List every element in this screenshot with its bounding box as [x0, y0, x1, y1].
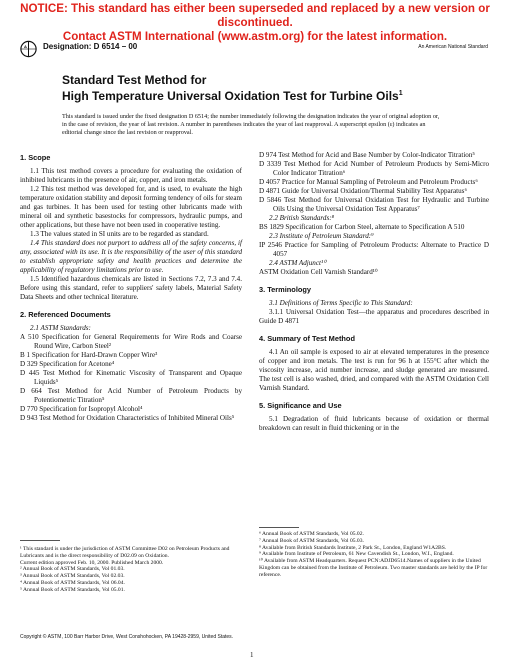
- reference-item: D 974 Test Method for Acid and Base Number by Color-Indicator Titration⁵: [259, 151, 475, 159]
- designation: Designation: D 6514 – 00: [43, 42, 138, 51]
- reference-item: A 510 Specification for General Requirements for Wire Rods and Coarse Round Wire, Carbon Steel²: [20, 333, 242, 350]
- british-reference: BS 1829 Specification for Carbon Steel, alternate to Specification A 510: [259, 223, 465, 231]
- footnote-rule-left: [20, 540, 60, 541]
- footnote: ³ Annual Book of ASTM Standards, Vol 02.03.: [20, 573, 125, 580]
- reference-item: D 664 Test Method for Acid Number of Petroleum Products by Potentiometric Titration⁵: [20, 387, 242, 404]
- reference-item: B 1 Specification for Hard-Drawn Copper Wire³: [20, 351, 158, 359]
- significance-5-1: 5.1 Degradation of fluid lubricants because of oxidation or thermal breakdown can result in fluid thickening or in the: [259, 415, 489, 432]
- standard-note: This standard is issued under the fixed designation D 6514; the number immediately following the designation indicates the year of original adoption or, in the case of revision, the year of last revision. A number in parentheses indicates the year of last reapproval. A superscript epsilon (ε) indicates an editorial change since the last revision or reapproval.: [62, 113, 440, 136]
- adjunct-reference: ASTM Oxidation Cell Varnish Standard¹⁰: [259, 268, 378, 276]
- left-reference-list: [20, 333, 242, 423]
- ip-standard-heading: 2.3 Institute of Petroleum Standard:⁹: [269, 232, 374, 240]
- paragraph-1-5: 1.5 Identified hazardous chemicals are listed in Sections 7.2, 7.3 and 7.4. Before using this standard, refer to suppliers' safety labels, Material Safety Data Sheets and other technical literature.: [20, 275, 242, 301]
- svg-text:A: A: [24, 44, 27, 49]
- summary-4-1: 4.1 An oil sample is exposed to air at elevated temperatures in the presence of copper and iron metals. The test is run for 96 h at 155°C after which the viscosity increase, acid number increase, and sludge generated are measured. The test cell is also washed, dried, and compared with the ASTM Oxidation Cell Varnish Standard.: [259, 348, 489, 392]
- footnote: ² Annual Book of ASTM Standards, Vol 01.03.: [20, 566, 125, 573]
- copyright: Copyright © ASTM, 100 Barr Harbor Drive, West Conshohocken, PA 19428-2959, United States.: [20, 634, 234, 640]
- footnote: ¹ This standard is under the jurisdiction of ASTM Committee D02 on Petroleum Products and Lubricants and is the direct responsibility of D02.09 on Oxidation.: [20, 546, 230, 559]
- title-footnote-mark: 1: [398, 90, 403, 97]
- title-line-2: High Temperature Universal Oxidation Test for Turbine Oils$^1$: [62, 89, 403, 103]
- ip-reference: IP 2546 Practice for Sampling of Petroleum Products: Alternate to Practice D 4057: [259, 241, 489, 258]
- reference-item: D 5846 Test Method for Universal Oxidation Test for Hydraulic and Turbine Oils Using the Universal Oxidation Test Apparatus⁷: [259, 196, 489, 213]
- footnotes-right: [259, 531, 489, 579]
- referenced-documents-heading: 2. Referenced Documents: [20, 310, 111, 319]
- footnote-rule-right: [259, 527, 299, 528]
- paragraph-1-3: 1.3 The values stated in SI units are to be regarded as standard.: [30, 230, 209, 238]
- scope-heading: 1. Scope: [20, 153, 51, 162]
- document-title: [62, 74, 403, 103]
- reference-item: D 770 Specification for Isopropyl Alcohol⁴: [20, 405, 143, 413]
- astm-logo-icon: [20, 39, 37, 59]
- title-line-1: Standard Test Method for: [62, 73, 207, 87]
- notice-line-2: Contact ASTM International (www.astm.org) for the latest information.: [62, 30, 448, 43]
- paragraph-1-2: 1.2 This test method was developed for, and is used, to evaluate the high temperature oxidation stability and deposit forming tendency of oils for steam and gas turbines. It has been used for testing other lubricants made with mineral oil and synthetic basestocks for compressors, hydraulic pumps, and other applications, but these have not been used in cooperative testing.: [20, 185, 242, 229]
- footnote: ⁹ Available from Institute of Petroleum, 61 New Cavendish St., London, W.I., England.: [259, 551, 454, 558]
- footnote: Current edition approved Feb. 10, 2000. Published March 2000.: [20, 559, 164, 566]
- terminology-3-1-1: 3.1.1 Universal Oxidation Test—the apparatus and procedures described in Guide D 4871: [259, 308, 489, 325]
- footnote: ⁴ Annual Book of ASTM Standards, Vol 06.04.: [20, 579, 125, 586]
- reference-item: D 3339 Test Method for Acid Number of Petroleum Products by Semi-Micro Color Indicator Titration⁶: [259, 160, 489, 177]
- page-number: 1: [250, 651, 254, 659]
- footnote: ⁶ Annual Book of ASTM Standards, Vol 05.02.: [259, 531, 364, 537]
- reference-item: D 329 Specification for Acetone⁴: [20, 360, 115, 368]
- terminology-3-1: 3.1 Definitions of Terms Specific to This Standard:: [269, 299, 413, 307]
- supersession-notice: [0, 2, 510, 44]
- national-standard-label: An American National Standard: [418, 44, 488, 50]
- british-standards-heading: 2.2 British Standards:⁸: [269, 214, 335, 222]
- reference-item: D 4871 Guide for Universal Oxidation/Thermal Stability Test Apparatus⁶: [259, 187, 467, 195]
- astm-adjunct-heading: 2.4 ASTM Adjunct¹⁰: [269, 259, 326, 267]
- footnote: ⁷ Annual Book of ASTM Standards, Vol 05.03.: [259, 537, 364, 544]
- footnotes-left: [20, 546, 242, 594]
- paragraph-1-4: 1.4 This standard does not purport to address all of the safety concerns, if any, associated with its use. It is the responsibility of the user of this standard to establish appropriate safety and health practices and determine the applicability of regulatory limitations prior to use.: [20, 239, 242, 274]
- reference-item: D 943 Test Method for Oxidation Characteristics of Inhibited Mineral Oils⁵: [20, 414, 235, 422]
- significance-heading: 5. Significance and Use: [259, 401, 342, 410]
- footnote: ⁵ Annual Book of ASTM Standards, Vol 05.01.: [20, 586, 125, 593]
- reference-item: D 445 Test Method for Kinematic Viscosity of Transparent and Opaque Liquids⁵: [20, 369, 242, 386]
- right-reference-list: [259, 151, 489, 214]
- left-column: [20, 153, 242, 423]
- summary-heading: 4. Summary of Test Method: [259, 334, 355, 343]
- astm-standards-heading: 2.1 ASTM Standards:: [30, 324, 91, 332]
- notice-line-1: NOTICE: This standard has either been superseded and replaced by a new version or discontinued.: [20, 2, 490, 29]
- terminology-heading: 3. Terminology: [259, 285, 312, 294]
- paragraph-1-1: 1.1 This test method covers a procedure for evaluating the oxidation of inhibited lubricants in the presence of air, copper, and iron metals.: [20, 167, 242, 184]
- footnote: ¹⁰ Available from ASTM Headquarters. Request PCN:ADJD6514.Names of suppliers in the United Kingdom can be obtained from the Institute of Petroleum. Two master standards are held by the IP for reference.: [259, 558, 488, 578]
- footnote: ⁸ Available from British Standards Institute, 2 Park St., London, England W1A2BS.: [259, 544, 447, 551]
- right-column: [259, 151, 489, 433]
- reference-item: D 4057 Practice for Manual Sampling of Petroleum and Petroleum Products⁶: [259, 178, 478, 186]
